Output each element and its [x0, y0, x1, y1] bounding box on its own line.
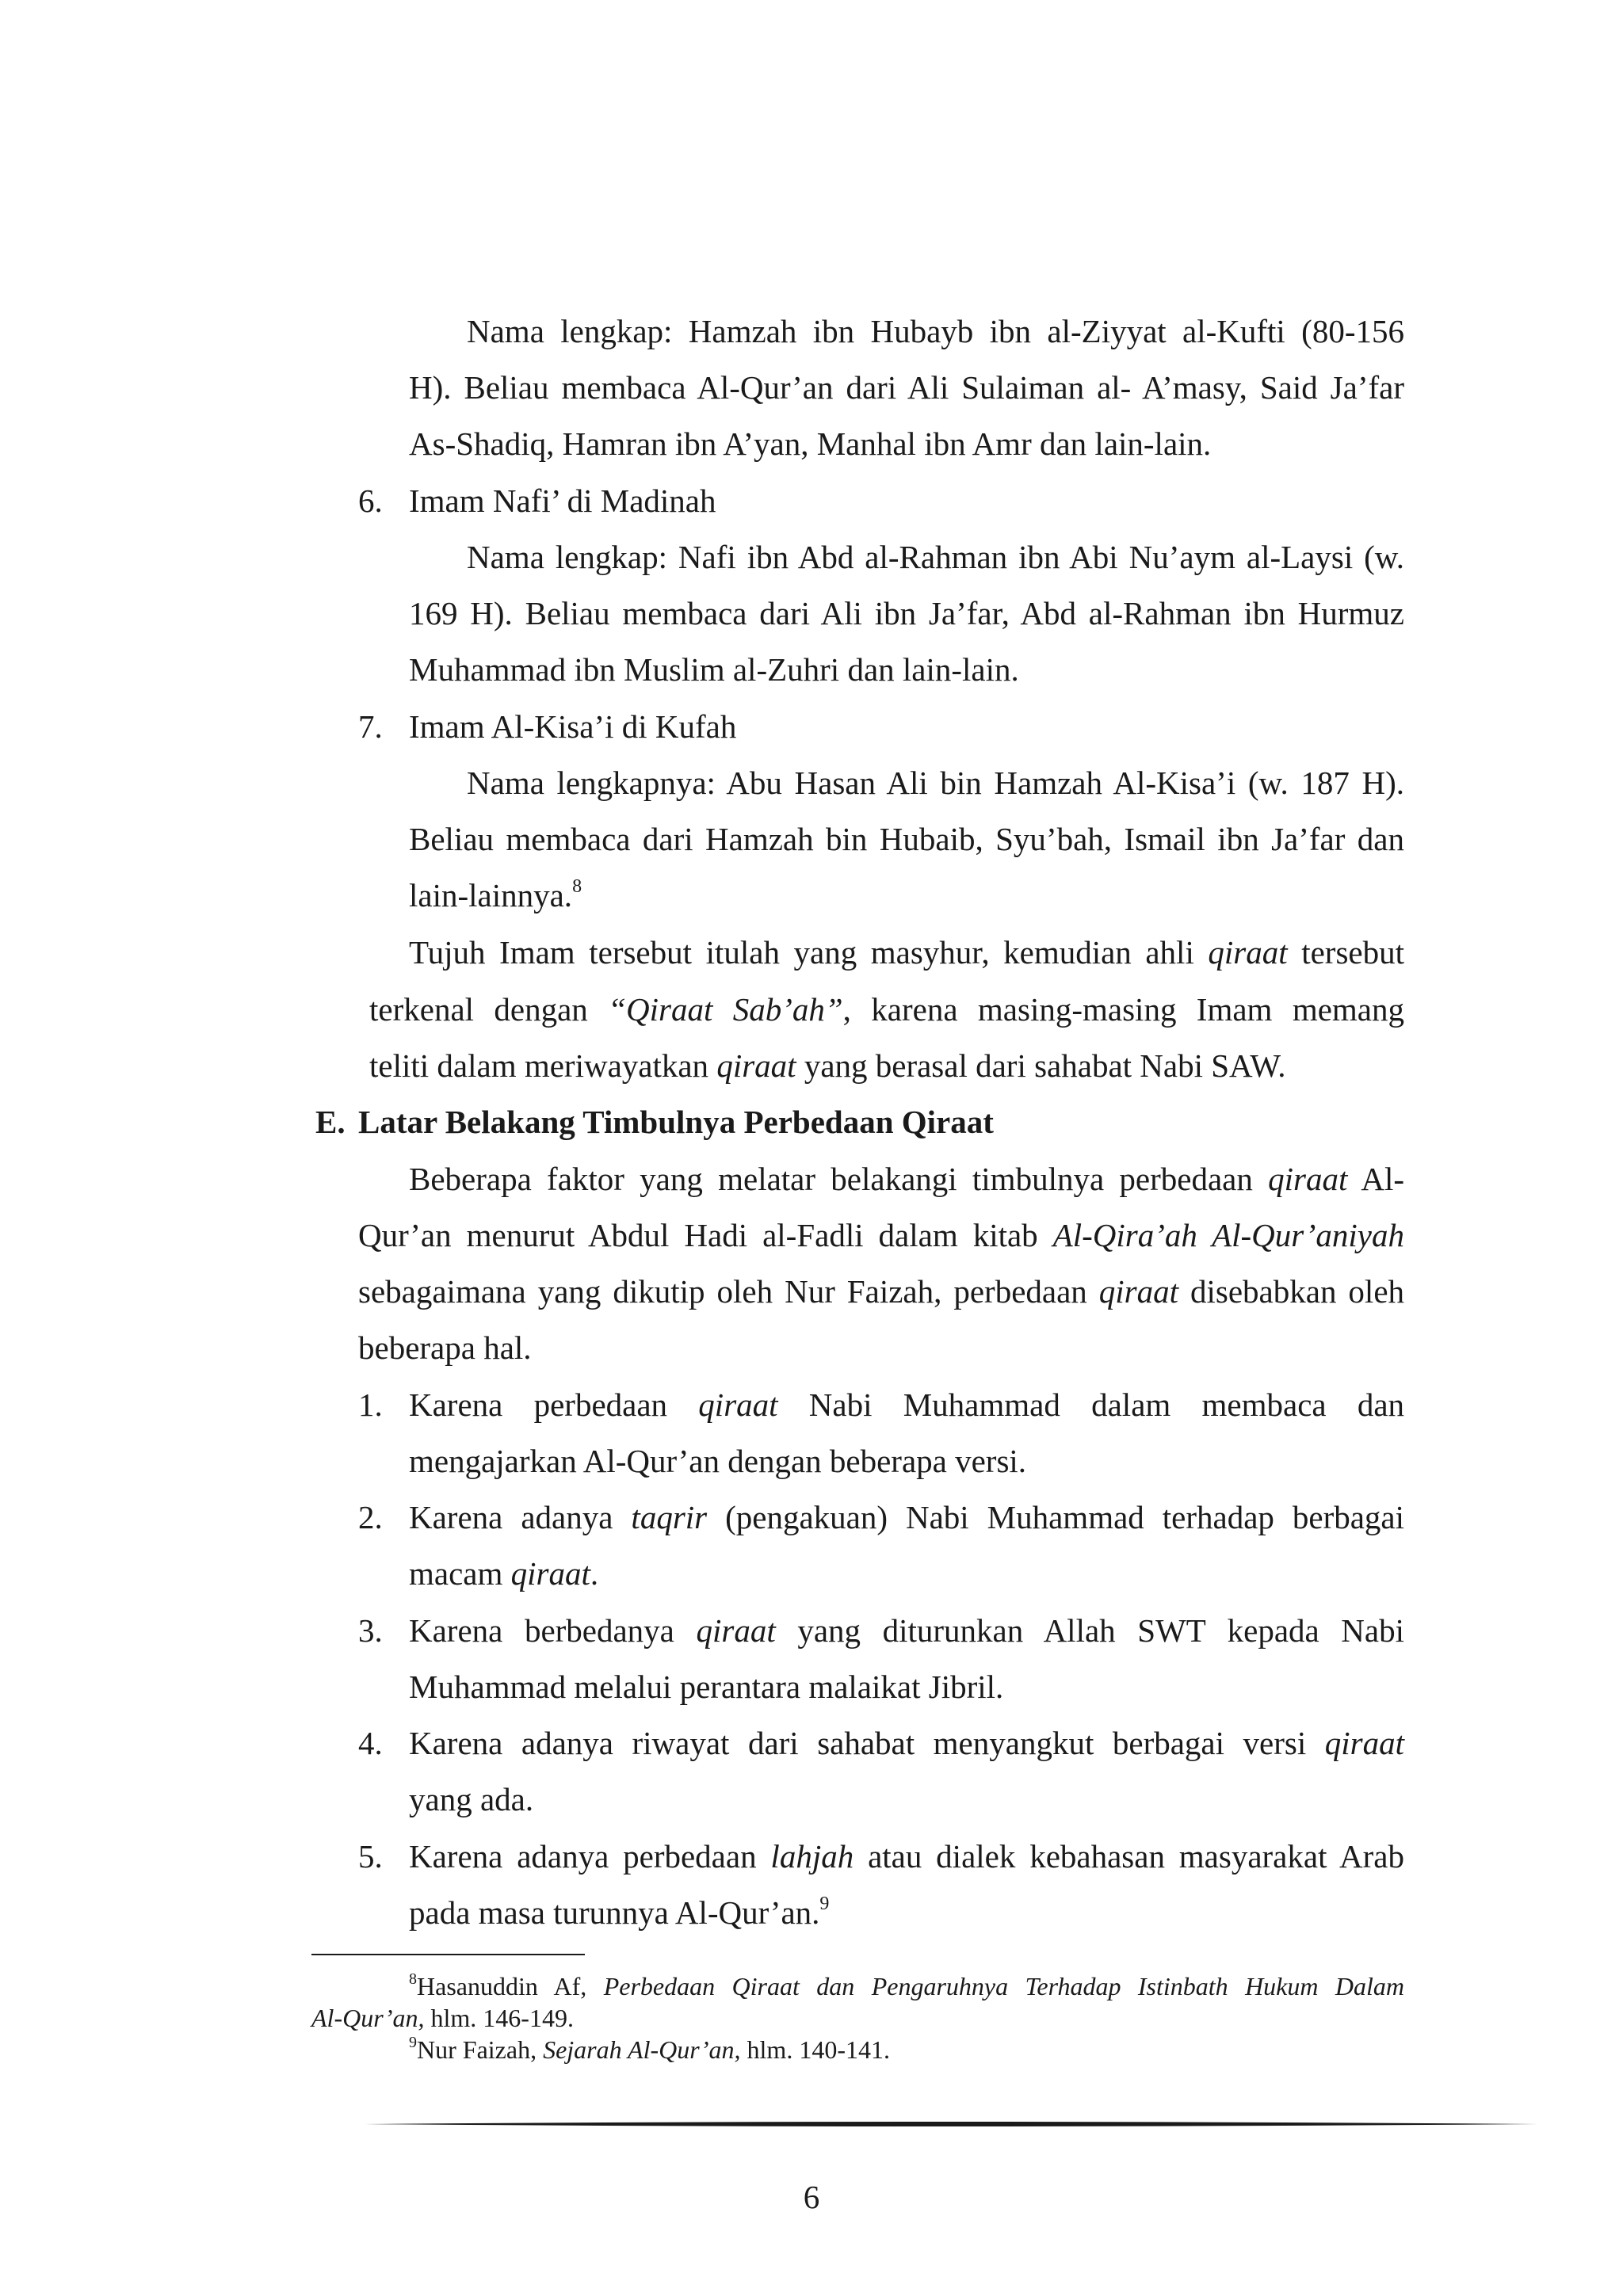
- footnote-ref[interactable]: 9: [819, 1894, 830, 1914]
- list-number: 4.: [358, 1725, 383, 1761]
- footnote-pages: hlm. 140-141.: [747, 2035, 890, 2064]
- footnote-title: Sejarah Al-Qur’an,: [543, 2035, 741, 2064]
- list-item-line: Muhammad melalui perantara malaikat Jibril.: [409, 1669, 1004, 1705]
- paragraph-line: [369, 1046, 1286, 1085]
- text-span: Nabi Muhammad dalam membaca dan: [808, 1386, 1405, 1423]
- list-item-line: [409, 1611, 1404, 1650]
- paragraph-line: [358, 1272, 1404, 1311]
- footnote-title: Al-Qur’an,: [311, 2004, 425, 2032]
- list-item-line: [409, 1385, 1404, 1425]
- italic-term: qiraat: [1208, 934, 1288, 971]
- list-item-line: yang ada.: [409, 1781, 534, 1817]
- footer-divider: [365, 2120, 1537, 2128]
- list-number: 7.: [358, 708, 383, 745]
- italic-term: taqrir: [631, 1499, 708, 1535]
- paragraph-line: [409, 933, 1404, 972]
- italic-term: qiraat: [696, 1612, 776, 1649]
- footnote-title: Perbedaan Qiraat dan Pengaruhnya Terhadap Istinbath Hukum Dalam: [603, 1972, 1405, 2000]
- paragraph-line: 169 H). Beliau membaca dari Ali ibn Ja’far, Abd al-Rahman ibn Hurmuz: [409, 595, 1404, 631]
- text-span: yang diturunkan Allah SWT kepada Nabi: [797, 1612, 1405, 1649]
- footnote-line: [409, 2034, 890, 2065]
- text-span: Tujuh Imam tersebut itulah yang masyhur, kemudian ahli: [409, 934, 1194, 971]
- line-text: pada masa turunnya Al-Qur’an.: [409, 1894, 820, 1931]
- footnote-separator: [311, 1954, 585, 1955]
- list-number: 5.: [358, 1838, 383, 1875]
- section-letter: E.: [315, 1104, 346, 1140]
- text-span: sebagaimana yang dikutip oleh Nur Faizah, perbedaan: [358, 1273, 1087, 1310]
- italic-term: qiraat: [510, 1555, 590, 1592]
- italic-term: qiraat: [1268, 1161, 1348, 1197]
- text-span: macam: [409, 1555, 503, 1592]
- text-span: Karena adanya riwayat dari sahabat menyangkut berbagai versi: [409, 1725, 1307, 1761]
- text-span: Karena perbedaan: [409, 1386, 668, 1423]
- footnote-author: Hasanuddin Af,: [417, 1972, 587, 2000]
- list-item-line: [409, 1893, 829, 1932]
- paragraph-line: [358, 1215, 1404, 1255]
- text-span: (pengakuan) Nabi Muhammad terhadap berbagai: [725, 1499, 1405, 1535]
- text-span: yang berasal dari sahabat Nabi SAW.: [804, 1047, 1286, 1084]
- paragraph-line: [409, 1159, 1404, 1199]
- footnote-ref[interactable]: 8: [572, 876, 582, 897]
- paragraph-line: [369, 990, 1404, 1029]
- italic-term: qiraat: [1098, 1273, 1179, 1310]
- footnote-mark: 9: [409, 2034, 417, 2051]
- text-span: Karena adanya: [409, 1499, 613, 1535]
- list-item-line: [409, 1554, 598, 1593]
- text-span: Beberapa faktor yang melatar belakangi timbulnya perbedaan: [409, 1161, 1253, 1197]
- text-span: terkenal dengan: [369, 991, 588, 1028]
- footnote-line: [311, 2002, 574, 2034]
- list-number: 3.: [358, 1612, 383, 1649]
- line-text: lain-lainnya.: [409, 877, 573, 913]
- italic-term: Al-Qira’ah Al-Qur’aniyah: [1052, 1217, 1404, 1253]
- list-item-line: [409, 1497, 1404, 1537]
- text-span: Al-: [1361, 1161, 1404, 1197]
- list-number: 1.: [358, 1386, 383, 1423]
- paragraph-line: Nama lengkapnya: Abu Hasan Ali bin Hamzah Al-Kisa’i (w. 187 H).: [467, 765, 1404, 801]
- text-span: .: [590, 1555, 599, 1592]
- text-span: atau dialek kebahasan masyarakat Arab: [868, 1838, 1405, 1875]
- italic-term: qiraat: [716, 1047, 796, 1084]
- list-item-line: mengajarkan Al-Qur’an dengan beberapa versi.: [409, 1443, 1027, 1479]
- italic-term: qiraat: [698, 1386, 778, 1423]
- imam-title: Imam Nafi’ di Madinah: [409, 482, 716, 519]
- list-number: 2.: [358, 1499, 383, 1535]
- list-item-line: [409, 1836, 1404, 1876]
- list-item-line: [409, 1723, 1404, 1763]
- list-number: 6.: [358, 482, 383, 519]
- paragraph-line: Beliau membaca dari Hamzah bin Hubaib, Syu’bah, Ismail ibn Ja’far dan: [409, 821, 1404, 857]
- text-span: Karena berbedanya: [409, 1612, 674, 1649]
- text-span: Karena adanya perbedaan: [409, 1838, 757, 1875]
- text-span: teliti dalam meriwayatkan: [369, 1047, 709, 1084]
- paragraph-line: As-Shadiq, Hamran ibn A’yan, Manhal ibn Amr dan lain-lain.: [409, 425, 1212, 462]
- paragraph-line: beberapa hal.: [358, 1329, 532, 1366]
- italic-term: “Qiraat Sab’ah”: [608, 991, 843, 1028]
- page-number: 6: [803, 2179, 820, 2215]
- paragraph-line: [409, 875, 582, 915]
- footnote-line: [409, 1970, 1404, 2002]
- text-span: tersebut: [1301, 934, 1405, 971]
- text-span: disebabkan oleh: [1190, 1273, 1405, 1310]
- italic-term: lahjah: [770, 1838, 854, 1875]
- text-span: Qur’an menurut Abdul Hadi al-Fadli dalam kitab: [358, 1217, 1038, 1253]
- paragraph-line: H). Beliau membaca Al-Qur’an dari Ali Sulaiman al- A’masy, Said Ja’far: [409, 369, 1404, 406]
- section-heading: Latar Belakang Timbulnya Perbedaan Qiraat: [358, 1104, 994, 1140]
- footnote-author: Nur Faizah,: [417, 2035, 537, 2064]
- italic-term: qiraat: [1324, 1725, 1405, 1761]
- imam-title: Imam Al-Kisa’i di Kufah: [409, 708, 737, 745]
- footnote-mark: 8: [409, 1970, 417, 1988]
- text-span: , karena masing-masing Imam memang: [842, 991, 1404, 1028]
- paragraph-line: Nama lengkap: Nafi ibn Abd al-Rahman ibn Abi Nu’aym al-Laysi (w.: [467, 539, 1404, 575]
- paragraph-line: Muhammad ibn Muslim al-Zuhri dan lain-lain.: [409, 651, 1019, 688]
- paragraph-line: Nama lengkap: Hamzah ibn Hubayb ibn al-Ziyyat al-Kufti (80-156: [467, 313, 1404, 349]
- footnote-pages: hlm. 146-149.: [430, 2004, 574, 2032]
